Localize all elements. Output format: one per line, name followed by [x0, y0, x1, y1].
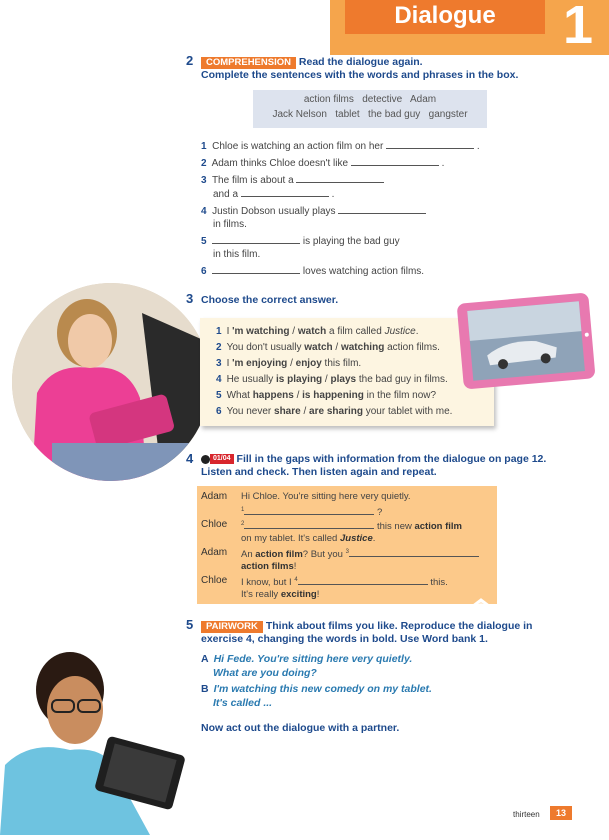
ex5-instr2: exercise 4, changing the words in bold. Use Word bank 1. — [201, 633, 488, 645]
gap[interactable] — [298, 575, 428, 585]
ex3-item: 5 What happens / is happening in the film now? — [216, 390, 437, 401]
ex5-model: A Hi Fede. You're sitting here very quietly. What are you doing? B I'm watching this new comedy on my tablet. It's called ... — [201, 653, 432, 709]
option[interactable]: watch — [297, 326, 327, 337]
page-word: thirteen — [513, 810, 540, 819]
ex4-instructions — [201, 453, 546, 479]
page-number: 13 — [550, 806, 572, 820]
gap[interactable] — [351, 156, 439, 166]
option[interactable]: watch — [304, 342, 333, 353]
ex3-number: 3 — [186, 291, 194, 306]
word-box — [253, 90, 487, 128]
audio-icon[interactable] — [201, 455, 210, 464]
option[interactable]: share — [274, 406, 301, 417]
ex2-instr2: Complete the sentences with the words and phrases in the box. — [201, 69, 519, 81]
option[interactable]: is happening — [302, 390, 364, 401]
ex3-instructions: Choose the correct answer. — [201, 294, 339, 306]
ex2-instr1: Read the dialogue again. — [298, 56, 423, 68]
gap[interactable] — [338, 204, 426, 214]
ex3-item: 6 You never share / are sharing your tablet with me. — [216, 406, 453, 417]
ex5-instructions — [201, 620, 532, 646]
gap[interactable] — [386, 139, 474, 149]
option[interactable]: is playing — [276, 374, 323, 385]
unit-number: 1 — [562, 0, 594, 55]
option[interactable]: happens — [252, 390, 294, 401]
ex5-number: 5 — [186, 617, 194, 632]
ex2-tag: COMPREHENSION — [201, 57, 296, 69]
ex2-number: 2 — [186, 53, 194, 68]
option[interactable]: 'm watching — [232, 326, 290, 337]
dialogue: Adam Hi Chloe. You're sitting here very quietly. $^1$ ? Chloe $^2$ this new action film on my tablet. It's called Justice. Adam An action film? But you $^3$ action films! Chloe I know, but I $^4$ this. It's really exciting! — [201, 490, 496, 602]
gap[interactable] — [349, 547, 479, 557]
ex2-instructions — [201, 56, 518, 82]
ex5-outro: Now act out the dialogue with a partner. — [201, 722, 400, 734]
option[interactable]: plays — [330, 374, 357, 385]
option[interactable]: watching — [340, 342, 385, 353]
ex2-sentences: 1 Chloe is watching an action film on her . 2 Adam thinks Chloe doesn't like . 3 The film is about a and a . 4 Justin Dobson usually plays in films. 5 is playing the bad guy in this film. 6 loves watching action films. — [201, 141, 480, 277]
chevron-up-icon — [466, 596, 496, 619]
girl-with-tablet-photo — [12, 283, 210, 481]
ex3-item: 4 He usually is playing / plays the bad guy in films. — [216, 374, 448, 385]
page-title: Dialogue — [394, 2, 496, 29]
gap[interactable] — [212, 234, 300, 244]
word-box-row1: action films detective Adam — [303, 94, 437, 105]
ex5-instr1: Think about films you like. Reproduce the dialogue in — [265, 620, 533, 632]
gap[interactable] — [244, 505, 374, 515]
option[interactable]: 'm enjoying — [232, 358, 288, 369]
ex4-instr1: Fill in the gaps with information from the dialogue on page 12. — [236, 453, 547, 465]
ex4-instr2: Listen and check. Then listen again and repeat. — [201, 466, 437, 478]
ex5-tag: PAIRWORK — [201, 621, 263, 633]
word-box-row2: Jack Nelson tablet the bad guy gangster — [272, 109, 468, 120]
audio-track[interactable]: 01/04 — [210, 454, 234, 464]
smiling-girl-photo — [0, 650, 210, 835]
gap[interactable] — [296, 173, 384, 183]
gap[interactable] — [241, 187, 329, 197]
ex3-item: 2 You don't usually watch / watching action films. — [216, 342, 440, 353]
gap[interactable] — [212, 264, 300, 274]
ex3-box — [200, 318, 494, 426]
ex4-number: 4 — [186, 451, 194, 466]
option[interactable]: enjoy — [295, 358, 322, 369]
option[interactable]: are sharing — [309, 406, 363, 417]
ex3-item: 1 I 'm watching / watch a film called Justice. — [216, 326, 419, 337]
ex3-item: 3 I 'm enjoying / enjoy this film. — [216, 358, 362, 369]
gap[interactable] — [244, 519, 374, 529]
tablet-car-image — [456, 290, 596, 390]
